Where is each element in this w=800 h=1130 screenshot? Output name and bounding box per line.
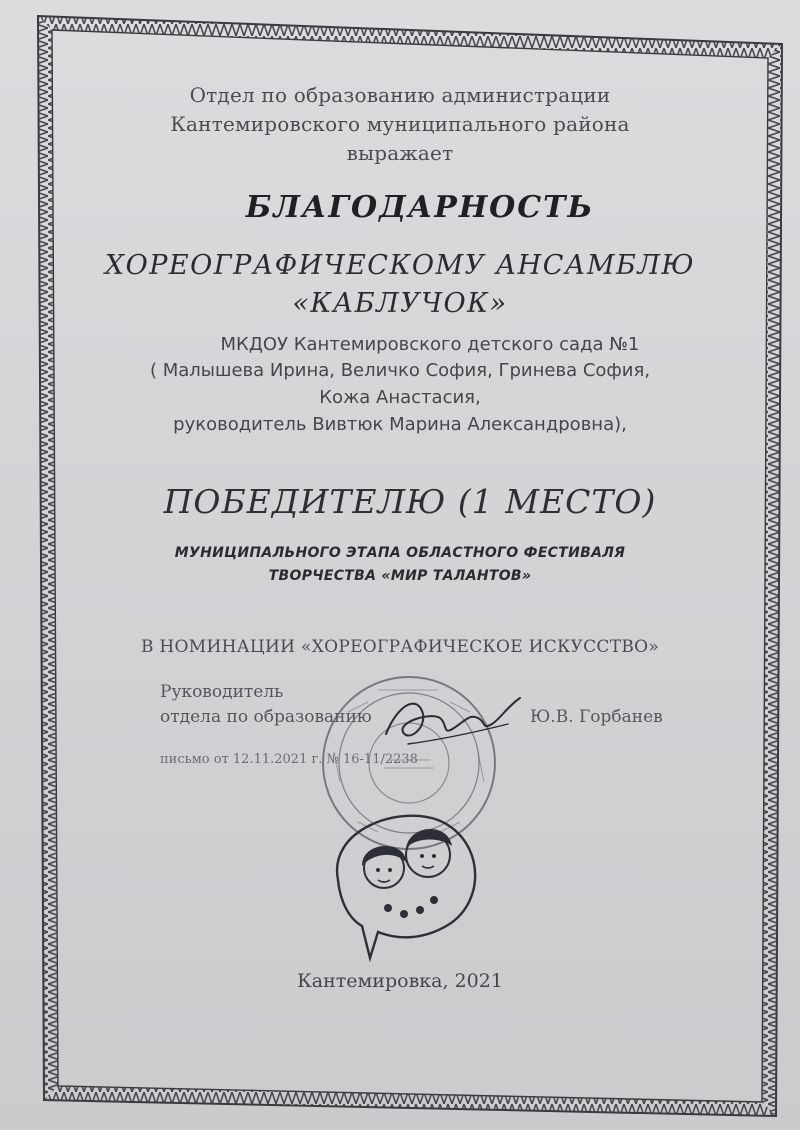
signer-position-line-1: Руководитель bbox=[160, 682, 284, 702]
place-and-year: Кантемировка, 2021 bbox=[297, 970, 503, 992]
members-line-1: МКДОУ Кантемировского детского сада №1 bbox=[220, 334, 640, 355]
event-line-2: ТВОРЧЕСТВА «МИР ТАЛАНТОВ» bbox=[268, 568, 532, 584]
recipient-line-2: «КАБЛУЧОК» bbox=[292, 288, 508, 319]
document-title: БЛАГОДАРНОСТЬ bbox=[245, 190, 595, 225]
children-logo-icon bbox=[318, 800, 488, 965]
signer-name: Ю.В. Горбанев bbox=[530, 707, 663, 727]
letter-reference: письмо от 12.11.2021 г. № 16-11/2238 bbox=[160, 752, 418, 767]
header-line-3: выражает bbox=[346, 141, 454, 165]
members-line-4: руководитель Вивтюк Марина Александровна), bbox=[173, 414, 627, 435]
members-line-3: Кожа Анастасия, bbox=[319, 387, 481, 408]
header-line-2: Кантемировского муниципального района bbox=[170, 112, 630, 136]
header-line-1: Отдел по образованию администрации bbox=[189, 83, 611, 107]
members-line-2: ( Малышева Ирина, Величко София, Гринева София, bbox=[149, 360, 651, 381]
signer-position-line-2: отдела по образованию bbox=[160, 707, 372, 727]
recipient-line-1: ХОРЕОГРАФИЧЕСКОМУ АНСАМБЛЮ bbox=[104, 250, 696, 281]
nomination-line: В НОМИНАЦИИ «ХОРЕОГРАФИЧЕСКОЕ ИСКУССТВО» bbox=[140, 637, 660, 657]
event-line-1: МУНИЦИПАЛЬНОГО ЭТАПА ОБЛАСТНОГО ФЕСТИВАЛЯ bbox=[174, 545, 626, 561]
handwritten-signature bbox=[378, 684, 528, 754]
winner-line: ПОБЕДИТЕЛЮ (1 МЕСТО) bbox=[163, 482, 657, 521]
